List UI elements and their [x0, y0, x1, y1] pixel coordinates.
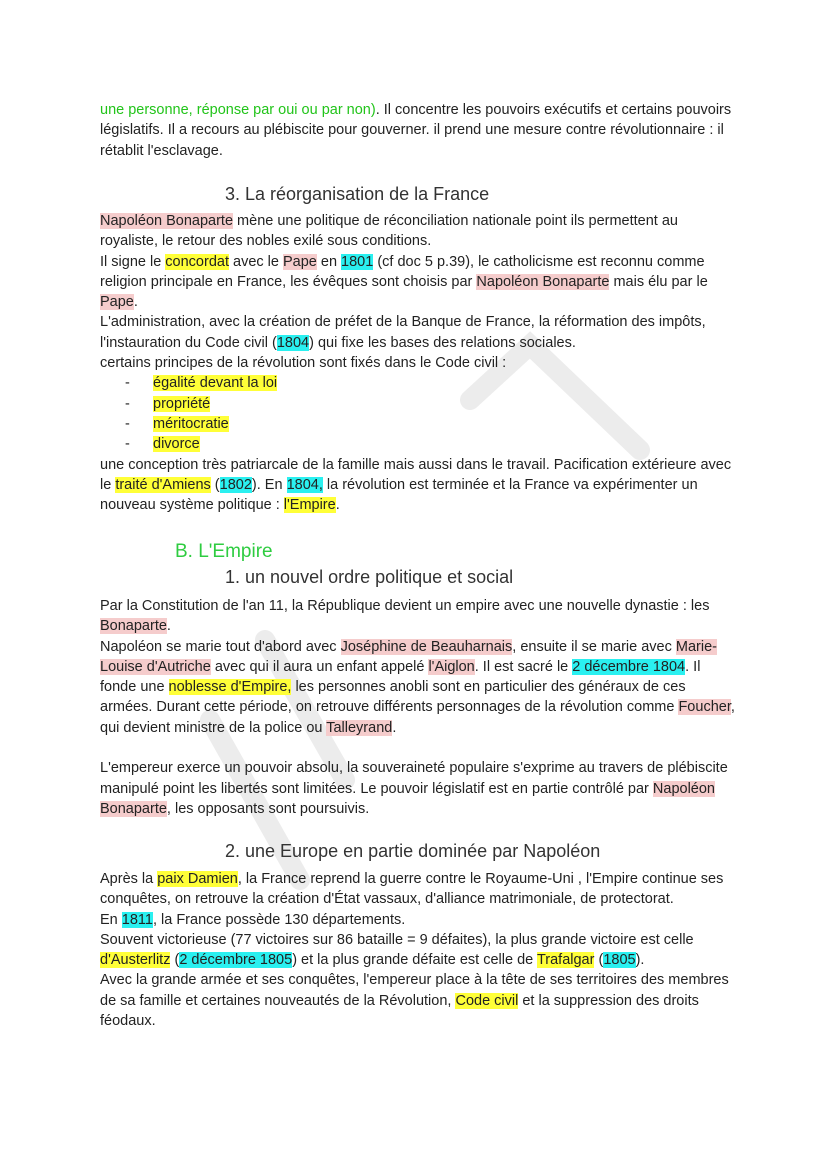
highlight-pink: Pape	[100, 294, 134, 311]
section-ordre-politique-body	[100, 596, 740, 819]
highlight-yellow: traité d'Amiens	[115, 476, 211, 493]
highlight-yellow: l'Empire	[283, 497, 336, 514]
highlight-cyan: 1811	[121, 911, 153, 928]
paragraph: Souvent victorieuse (77 victoires sur 86 bataille = 9 défaites), la plus grande victoire est celle d'Austerlitz (2 décembre 1805) et la plus grande défaite est celle de Trafalgar (1805).	[100, 931, 694, 969]
highlight-pink: Marie-Louise d'Autriche	[100, 638, 717, 675]
section-europe-body	[100, 869, 740, 1031]
green-text: une personne, réponse par oui ou par non)	[100, 102, 376, 118]
highlight-cyan: 1801	[341, 253, 374, 270]
list-item	[100, 394, 740, 414]
highlight-cyan: 1804	[276, 334, 310, 351]
section-heading-ordre-politique: 1. un nouvel ordre politique et social	[225, 567, 514, 587]
highlight-pink: Joséphine de Beauharnais	[340, 638, 513, 655]
highlight-cyan: 1805	[603, 952, 636, 969]
highlight-yellow: d'Austerlitz	[100, 952, 171, 969]
highlight-yellow: noblesse d'Empire,	[168, 679, 292, 696]
highlight-pink: Talleyrand	[326, 719, 393, 736]
highlight-pink: l'Aiglon	[428, 658, 475, 675]
highlight-cyan: 2 décembre 1805	[179, 952, 293, 969]
highlight-pink: Foucher	[678, 699, 731, 716]
highlight-yellow: Code civil	[455, 992, 519, 1009]
highlight-pink: Bonaparte	[100, 618, 167, 635]
highlight-yellow: égalité devant la loi	[153, 375, 278, 392]
highlight-cyan: 1802	[219, 476, 252, 493]
paragraph: Par la Constitution de l'an 11, la République devient un empire avec une nouvelle dynastie : les Bonaparte.	[100, 598, 710, 635]
principles-list	[100, 373, 740, 454]
paragraph: Napoléon se marie tout d'abord avec Joséphine de Beauharnais, ensuite il se marie avec Marie-Louise d'Autriche avec qui il aura un enfant appelé l'Aiglon. Il est sacré le 2 décembre 1804. Il fonde une noblesse d'Empire, les personnes anobli sont en particulier des généraux de ces armées. Durant cette période, on retrouve différents personnages de la révolution comme Foucher, qui devient ministre de la police ou Talleyrand.	[100, 638, 735, 736]
highlight-yellow: divorce	[153, 436, 200, 453]
highlight-pink: Pape	[282, 253, 317, 270]
paragraph: certains principes de la révolution sont fixés dans le Code civil :	[100, 355, 507, 372]
paragraph: une conception très patriarcale de la famille mais aussi dans le travail. Pacification extérieure avec le traité d'Amiens (1802). En 1804, la révolution est terminée et la France va expérimenter un nouveau système politique : l'Empire.	[100, 456, 732, 514]
paragraph: Il signe le concordat avec le Pape en 1801 (cf doc 5 p.39), le catholicisme est reconnu comme religion principale en France, les évêques sont choisis par Napoléon Bonaparte mais élu par le Pape.	[100, 253, 708, 311]
section-heading-reorganisation: 3. La réorganisation de la France	[225, 184, 490, 204]
paragraph: Napoléon Bonaparte mène une politique de réconciliation nationale point ils permettent au royaliste, le retour des nobles exilé sous conditions.	[100, 213, 678, 250]
highlight-cyan: 2 décembre 1804	[572, 658, 686, 675]
highlight-pink: Napoléon Bonaparte	[476, 273, 610, 290]
paragraph: L'empereur exerce un pouvoir absolu, la souveraineté populaire s'exprime au travers de plébiscite manipulé point les libertés sont limitées. Le pouvoir législatif est en partie contrôlé par Napoléon Bonaparte, les opposants sont poursuivis.	[100, 760, 728, 817]
highlight-pink: Napoléon Bonaparte	[100, 213, 234, 229]
section-reorganisation-body	[100, 211, 740, 515]
section-heading-empire: B. L'Empire	[175, 541, 273, 562]
paragraph: Avec la grande armée et ses conquêtes, l'empereur place à la tête de ses territoires des membres de sa famille et certaines nouveautés de la Révolution, Code civil et la suppression des droits féodaux.	[100, 972, 729, 1030]
highlight-yellow: paix Damien	[157, 871, 238, 887]
intro-paragraph: une personne, réponse par oui ou par non). Il concentre les pouvoirs exécutifs et certains pouvoirs législatifs. Il a recours au plébiscite pour gouverner. il prend une mesure contre révolutionnaire : il rétablit l'esclavage.	[100, 102, 732, 159]
list-item	[100, 434, 740, 454]
highlight-yellow: propriété	[153, 395, 211, 412]
list-item	[100, 373, 740, 393]
highlight-yellow: concordat	[165, 253, 229, 270]
list-item	[100, 414, 740, 434]
section-heading-europe: 2. une Europe en partie dominée par Napoléon	[225, 841, 601, 861]
highlight-yellow: méritocratie	[153, 415, 229, 432]
highlight-pink: Napoléon Bonaparte	[100, 780, 715, 817]
paragraph: L'administration, avec la création de préfet de la Banque de France, la réformation des impôts, l'instauration du Code civil (1804) qui fixe les bases des relations sociales.	[100, 314, 706, 351]
highlight-yellow: Trafalgar	[536, 952, 595, 969]
highlight-cyan: 1804,	[286, 476, 323, 493]
spacer	[100, 738, 740, 758]
paragraph: En 1811, la France possède 130 départements.	[100, 911, 406, 928]
paragraph: Après la paix Damien, la France reprend la guerre contre le Royaume-Uni , l'Empire continue ses conquêtes, on retrouve la création d'État vassaux, d'alliance matrimoniale, de protectorat.	[100, 871, 724, 908]
